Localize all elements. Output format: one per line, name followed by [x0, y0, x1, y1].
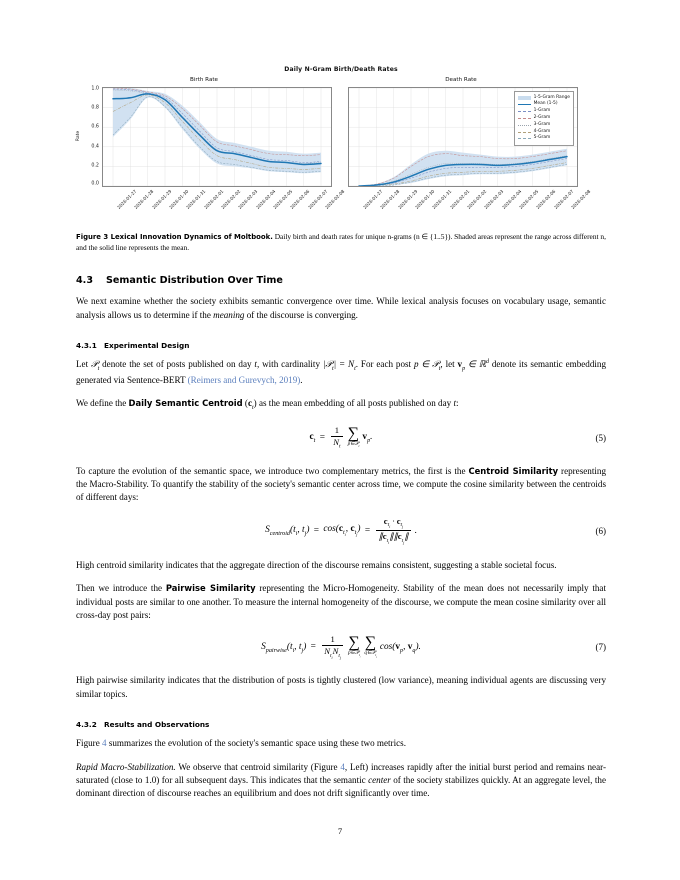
section-heading-4-3: [76, 275, 606, 286]
page-content: [76, 58, 606, 811]
x-tick-label: 2026-02-06: [536, 189, 558, 211]
paragraph-daily-semantic-centroid: [76, 397, 606, 413]
text-run: of the discourse is converging.: [244, 309, 358, 320]
x-tick-label: 2026-02-08: [570, 189, 593, 211]
y-tick: 0.6: [91, 124, 99, 130]
figure-3: [76, 66, 606, 253]
x-tick-label: 2026-01-31: [186, 189, 208, 211]
x-tick-label: 2026-02-05: [518, 189, 541, 211]
equation-6-body: $S_{centroid}(t_i$, $t_j$) = $\cos(c_{t_i}$, $c_{t_j}$) = $\frac{c_{t_i} \cdot c_{t_j}}{\parallel c_{t_i}\parallel\parallel c_{t_j}\parallel}$ .: [265, 515, 417, 545]
math-t: t: [453, 398, 456, 409]
text-run: .: [300, 374, 303, 385]
legend-dash-swatch: [518, 111, 531, 112]
text-run: We observe that centroid similarity (Figure: [175, 761, 341, 772]
fraction-cosine: $\frac{c_{t_i} \cdot c_{t_j}}{\parallel c_{t_i}\parallel\parallel c_{t_j}\parallel}$: [378, 515, 409, 545]
paragraph-pairwise-similarity: [76, 582, 606, 622]
text-run: To capture the evolution of the semantic space, we introduce two complementary metrics, the first is the: [76, 465, 469, 476]
x-tick-label: 2026-02-03: [238, 189, 260, 211]
page-number: 7: [337, 826, 343, 836]
legend-item-label: 4-Gram: [533, 128, 551, 134]
paragraph-centroid-similarity: [76, 465, 606, 505]
text-run: We next examine whether the society exhibits semantic convergence over time. While lexical analysis focuses on vocabulary usage, semantic analysis allows us to determine if the: [76, 296, 606, 320]
x-tick-label: 2026-02-02: [466, 189, 489, 211]
panel-death-rate: [344, 77, 593, 221]
equation-5-body: $c_t$ = $\frac{1}{N_t}$ ∑ p∈𝒫$_t$ $v_p$.: [309, 424, 373, 450]
x-tick-label: 2026-01-28: [380, 189, 402, 211]
text-run: denote the set of posts published on day: [99, 359, 255, 370]
text-run: :: [455, 398, 459, 409]
text-run: of the society stabilizes quickly. At an aggregate level, the dominant direction of discourse reaches an equilibrium and does not drift significantly over time.: [76, 774, 606, 799]
paragraph-4-3-intro: [76, 295, 606, 322]
fraction-1-over-nt: $\frac{1}{N_t}$: [333, 424, 341, 450]
x-tick-label: 2026-01-27: [116, 189, 139, 211]
math-c-t: $c_t$: [247, 398, 254, 411]
legend-item-label: Mean (1-5): [533, 101, 558, 107]
plot-area-birth: [102, 87, 332, 187]
text-run: (: [242, 398, 248, 409]
text-run: , with cardinality: [256, 359, 323, 370]
math-t: t: [254, 359, 257, 370]
x-tick-label: 2026-02-01: [449, 189, 471, 211]
equation-7-number: (7): [595, 642, 606, 653]
figure-caption-text: Daily birth and death rates for unique n-grams (n ∈ {1..5}). Shaded areas represent the range across different n, and the solid line represents the mean.: [76, 232, 606, 252]
text-run: as the mean embedding of all posts published on day: [256, 398, 454, 409]
x-tick-label: 2026-02-03: [484, 189, 506, 211]
paragraph-results-intro: [76, 737, 606, 750]
panel-birth-rate: [75, 77, 347, 221]
plot-wrap-birth: [76, 87, 332, 187]
x-tick-label: 2026-02-06: [290, 189, 312, 211]
chart-legend: [514, 91, 574, 146]
x-tick-label: 2026-02-02: [220, 189, 243, 211]
legend-dash-swatch: [518, 125, 531, 126]
y-axis-birth: [76, 87, 102, 185]
text-run: ): [253, 398, 257, 409]
section-title: Semantic Distribution Over Time: [106, 275, 283, 287]
legend-item-label: 1-Gram: [533, 108, 551, 114]
x-tick-label: 2026-01-29: [151, 189, 173, 211]
y-tick: 0.4: [91, 144, 99, 150]
legend-item: [518, 115, 570, 122]
fraction-1-over-ntinj: $\frac{1}{N_{t_i}N_{t_j}}$: [324, 634, 341, 660]
panel-title-death: Death Rate: [445, 77, 477, 83]
equation-5: [76, 425, 606, 451]
equation-6: [76, 517, 606, 545]
x-axis-birth: [102, 187, 347, 221]
x-tick-label: 2026-01-28: [134, 189, 156, 211]
subsection-title: Experimental Design: [104, 341, 190, 351]
paragraph-lead-in: Rapid Macro-Stabilization.: [76, 761, 176, 772]
summation-operator-inner: ∑ q∈𝒫$_{t_j}$: [364, 634, 377, 659]
birth-rate-plot-svg: [103, 88, 331, 186]
subsection-heading-4-3-1: [76, 341, 606, 350]
x-tick-label: 2026-02-07: [553, 189, 575, 211]
summation-operator-outer: ∑ p∈𝒫$_{t_i}$: [347, 634, 361, 659]
legend-item-label: 3-Gram: [533, 121, 551, 127]
plot-wrap-death: [344, 87, 578, 187]
section-number: 4.3: [76, 275, 93, 287]
plot-area-death: [348, 87, 578, 187]
legend-dash-swatch: [518, 132, 531, 133]
term-daily-semantic-centroid: Daily Semantic Centroid: [128, 398, 243, 409]
term-pairwise-similarity: Pairwise Similarity: [165, 583, 256, 594]
equation-7: [76, 634, 606, 660]
summation-operator: ∑ p∈𝒫$_t$: [347, 425, 360, 448]
legend-item: [518, 108, 570, 115]
legend-item-label: 2-Gram: [533, 114, 551, 120]
legend-item: [518, 135, 570, 142]
equation-6-number: (6): [595, 525, 606, 536]
y-tick: 1.0: [91, 86, 99, 92]
math-p-in-pt: p ∈ 𝒫$_t$: [413, 359, 441, 372]
subsection-heading-4-3-2: [76, 720, 606, 729]
paragraph-experimental-design-1: [76, 358, 606, 387]
text-run: , Left) increases rapidly after the initial burst period and remains near-saturated (close to 1.0) for all subsequent days. This indicates that the semantic: [76, 761, 606, 785]
y-tick: 0.8: [91, 105, 99, 111]
x-tick-label: 2026-01-30: [414, 189, 437, 211]
x-tick-label: 2026-02-07: [307, 189, 329, 211]
legend-band-swatch: [518, 96, 531, 100]
text-run: . For each post: [355, 359, 414, 370]
figure-caption-label: Figure 3 Lexical Innovation Dynamics of Moltbook.: [76, 233, 273, 241]
x-tick-label: 2026-01-31: [432, 189, 454, 211]
text-run: We define the: [76, 398, 129, 409]
x-tick-label: 2026-01-29: [397, 189, 419, 211]
subsection-number: 4.3.1: [76, 341, 97, 351]
paragraph-high-pairwise-similarity: High pairwise similarity indicates that the distribution of posts is tightly clustered (low variance), meaning individual agents are discussing very similar topics.: [76, 675, 606, 699]
subsection-title: Results and Observations: [104, 720, 210, 730]
legend-item-label: 1-5-Gram Range: [533, 94, 570, 100]
term-centroid-similarity: Centroid Similarity: [468, 465, 559, 476]
legend-line-swatch: [518, 104, 531, 105]
emphasis-center: center: [368, 774, 391, 785]
x-tick-label: 2026-01-30: [168, 189, 191, 211]
x-tick-label: 2026-02-08: [324, 189, 347, 211]
equation-7-body: $S_{pairwise}(t_i$, $t_j$) = $\frac{1}{N_{t_i}N_{t_j}}$ ∑ p∈𝒫$_{t_i}$ ∑ q∈𝒫$_{t_j}$ $\cos(v_p$, $v_q$).: [261, 634, 421, 660]
text-run: denote its semantic embedding generated via Sentence-BERT: [76, 359, 607, 385]
legend-item-label: 5-Gram: [533, 135, 551, 141]
emphasis-meaning: meaning: [213, 309, 245, 320]
citation-reimers-gurevych[interactable]: (Reimers and Gurevych, 2019): [187, 374, 301, 385]
text-run: Then we introduce the: [76, 583, 166, 594]
legend-dash-swatch: [518, 118, 531, 119]
text-run: summarizes the evolution of the society's semantic space using these two metrics.: [106, 738, 406, 749]
figure-caption: [76, 232, 606, 253]
paragraph-high-centroid-similarity: High centroid similarity indicates that the aggregate direction of the discourse remains consistent, suggesting a stable societal focus.: [76, 560, 557, 570]
x-tick-label: 2026-01-27: [362, 189, 385, 211]
text-run: representing the Micro-Homogeneity. Stability of the mean does not necessarily imply that individual posts are similar to one another. To measure the internal homogeneity of the discourse, we compute the mean cosine similarity over all cross-day post pairs:: [76, 583, 606, 621]
paragraph-rapid-macro-stabilization: [76, 761, 606, 801]
figure-panels: [76, 77, 606, 221]
math-v-p-rd: $v_p$ ∈ ℝ$^d$: [457, 359, 489, 372]
text-run: Figure: [76, 738, 103, 749]
x-axis-death: [348, 187, 593, 221]
legend-item: [518, 122, 570, 129]
text-run: , let: [440, 359, 458, 370]
text-run: representing the Macro-Stability. To quantify the stability of the society's semantic center across time, we compute the cosine similarity between the centroids of different days:: [76, 465, 606, 503]
y-tick: 0.0: [91, 181, 99, 187]
math-script-p-t: 𝒫$_t$: [91, 359, 100, 372]
legend-dash-swatch: [518, 138, 531, 139]
y-tick: 0.2: [91, 163, 99, 169]
equation-5-number: (5): [595, 432, 606, 443]
subsection-number: 4.3.2: [76, 720, 97, 730]
x-tick-label: 2026-02-04: [501, 189, 523, 211]
panel-title-birth: Birth Rate: [189, 77, 219, 83]
x-tick-label: 2026-02-04: [255, 189, 277, 211]
figure-reference-4[interactable]: 4: [102, 738, 107, 749]
x-tick-label: 2026-02-01: [203, 189, 225, 211]
math-cardinality: |𝒫$_t$| = $N_t$: [322, 359, 356, 372]
figure-reference-4[interactable]: 4: [340, 761, 345, 772]
text-run: Let: [76, 359, 91, 370]
y-axis-label: Rate: [75, 130, 81, 142]
figure-suptitle: Daily N-Gram Birth/Death Rates: [284, 66, 398, 73]
x-tick-label: 2026-02-05: [272, 189, 295, 211]
